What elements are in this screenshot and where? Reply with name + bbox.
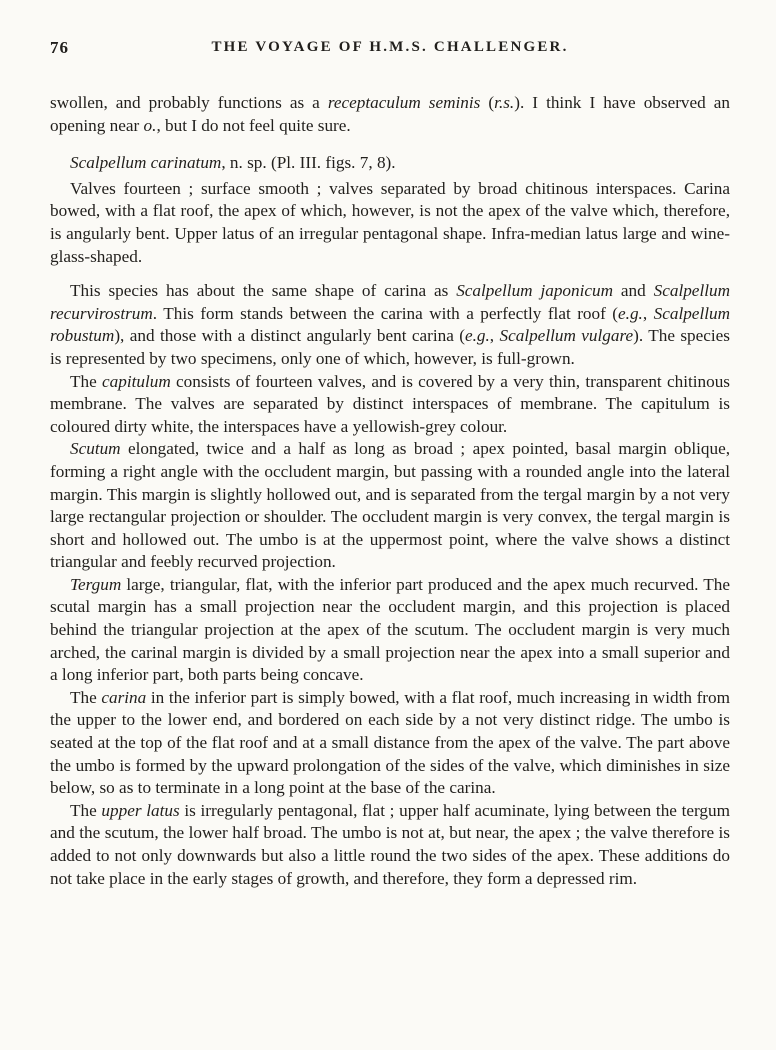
italic-run: Tergum — [70, 574, 122, 594]
text-run: Valves fourteen ; surface smooth ; valves separated by broad chitinous interspaces. Carina bowed, with a flat roof, the apex of which, however, is not the apex of the valve which, therefore, is angularly bent. Upper latus of an irregular pentagonal shape. Infra-median latus large and wine-glass-shaped. — [50, 178, 730, 266]
paragraph — [50, 574, 730, 687]
text-run: , — [489, 326, 500, 346]
text-run: . This form stands between the carina with a perfectly flat roof ( — [152, 303, 619, 323]
text-run: elongated, twice and a half as long as broad ; apex pointed, basal margin oblique, forming a right angle with the occludent margin, but passing with a rounded angle into the lateral margin. This margin is slightly hollowed out, and is separated from the tergal margin by a not very large rectangular projection or shoulder. The occludent margin is very convex, the tergal margin is short and hollowed out. The umbo is at the uppermost point, where the valve shows a distinct triangular and feebly recurved projection. — [50, 439, 730, 572]
page-header — [50, 38, 730, 64]
text-run: , but I do not feel quite sure. — [156, 115, 351, 135]
text-run: ). I think I have observed an opening near — [50, 93, 731, 135]
italic-run: Scalpellum recurvirostrum — [50, 281, 730, 323]
italic-run: carina — [101, 687, 147, 707]
italic-run: e.g. — [464, 326, 490, 346]
text-run: and — [613, 281, 654, 301]
italic-run: Scalpellum carinatum — [70, 153, 222, 173]
paragraph — [50, 371, 730, 439]
italic-run: r.s. — [494, 93, 515, 112]
italic-run: receptaculum seminis — [327, 93, 481, 112]
italic-run: capitulum — [102, 371, 171, 391]
italic-run: Scalpellum robustum — [50, 303, 730, 346]
paragraph — [50, 280, 730, 370]
paragraph — [50, 800, 730, 890]
paragraph — [50, 438, 730, 574]
page-body — [50, 92, 730, 890]
text-run: is irregularly pentagonal, flat ; upper half acuminate, lying between the tergum and the scutum, the lower half broad. The umbo is not at, but near, the apex ; the valve therefore is added to not only downwards but also a little round the two sides of the apex. These additions do not take place in the early stages of growth, and therefore, they form a depressed rim. — [50, 800, 730, 888]
paragraph — [50, 178, 730, 268]
text-run: swollen, and probably functions as a — [50, 93, 328, 112]
running-title: THE VOYAGE OF H.M.S. CHALLENGER. — [211, 39, 569, 55]
text-run: consists of fourteen valves, and is covered by a very thin, transparent chitinous membrane. The valves are separated by distinct interspaces of membrane. The capitulum is coloured dirty white, the interspaces have a yellowish-grey colour. — [50, 371, 730, 436]
italic-run: Scutum — [70, 439, 121, 459]
text-run: ( — [480, 93, 495, 112]
italic-run: e.g. — [618, 303, 643, 323]
text-run: The — [70, 371, 102, 391]
italic-run: o. — [143, 115, 157, 135]
text-run: The — [70, 687, 102, 707]
text-run: ). The species is represented by two specimens, only one of which, however, is full-grown. — [50, 326, 730, 368]
text-run: This species has about the same shape of carina as — [70, 281, 457, 301]
italic-run: upper latus — [101, 800, 180, 820]
text-run: The — [70, 800, 102, 820]
text-run: ), and those with a distinct angularly bent carina ( — [114, 326, 465, 346]
page-number: 76 — [50, 38, 69, 57]
text-run: large, triangular, flat, with the inferior part produced and the apex much recurved. The scutal margin has a small projection near the occludent margin, and this projection is placed behind the triangular projection at the apex of the scutum. The occludent margin is very much arched, the carinal margin is divided by a small projection near the apex into a small superior and a long inferior part, both parts being concave. — [50, 574, 730, 685]
italic-run: Scalpellum vulgare — [499, 326, 634, 346]
italic-run: Scalpellum japonicum — [456, 281, 614, 301]
text-run: , — [642, 303, 654, 323]
species-heading — [50, 152, 730, 175]
paragraph — [50, 687, 730, 800]
text-run: in the inferior part is simply bowed, with a flat roof, much increasing in width from the upper to the lower end, and bordered on each side by a not very distinct ridge. The umbo is seated at the top of the flat roof and at a small distance from the apex of the valve. The part above the umbo is formed by the upward prolongation of the sides of the valve, which diminishes in size below, so as to terminate in a long point at the base of the carina. — [50, 687, 730, 798]
paragraph — [50, 92, 730, 137]
text-run: , n. sp. (Pl. III. figs. 7, 8). — [221, 153, 396, 173]
